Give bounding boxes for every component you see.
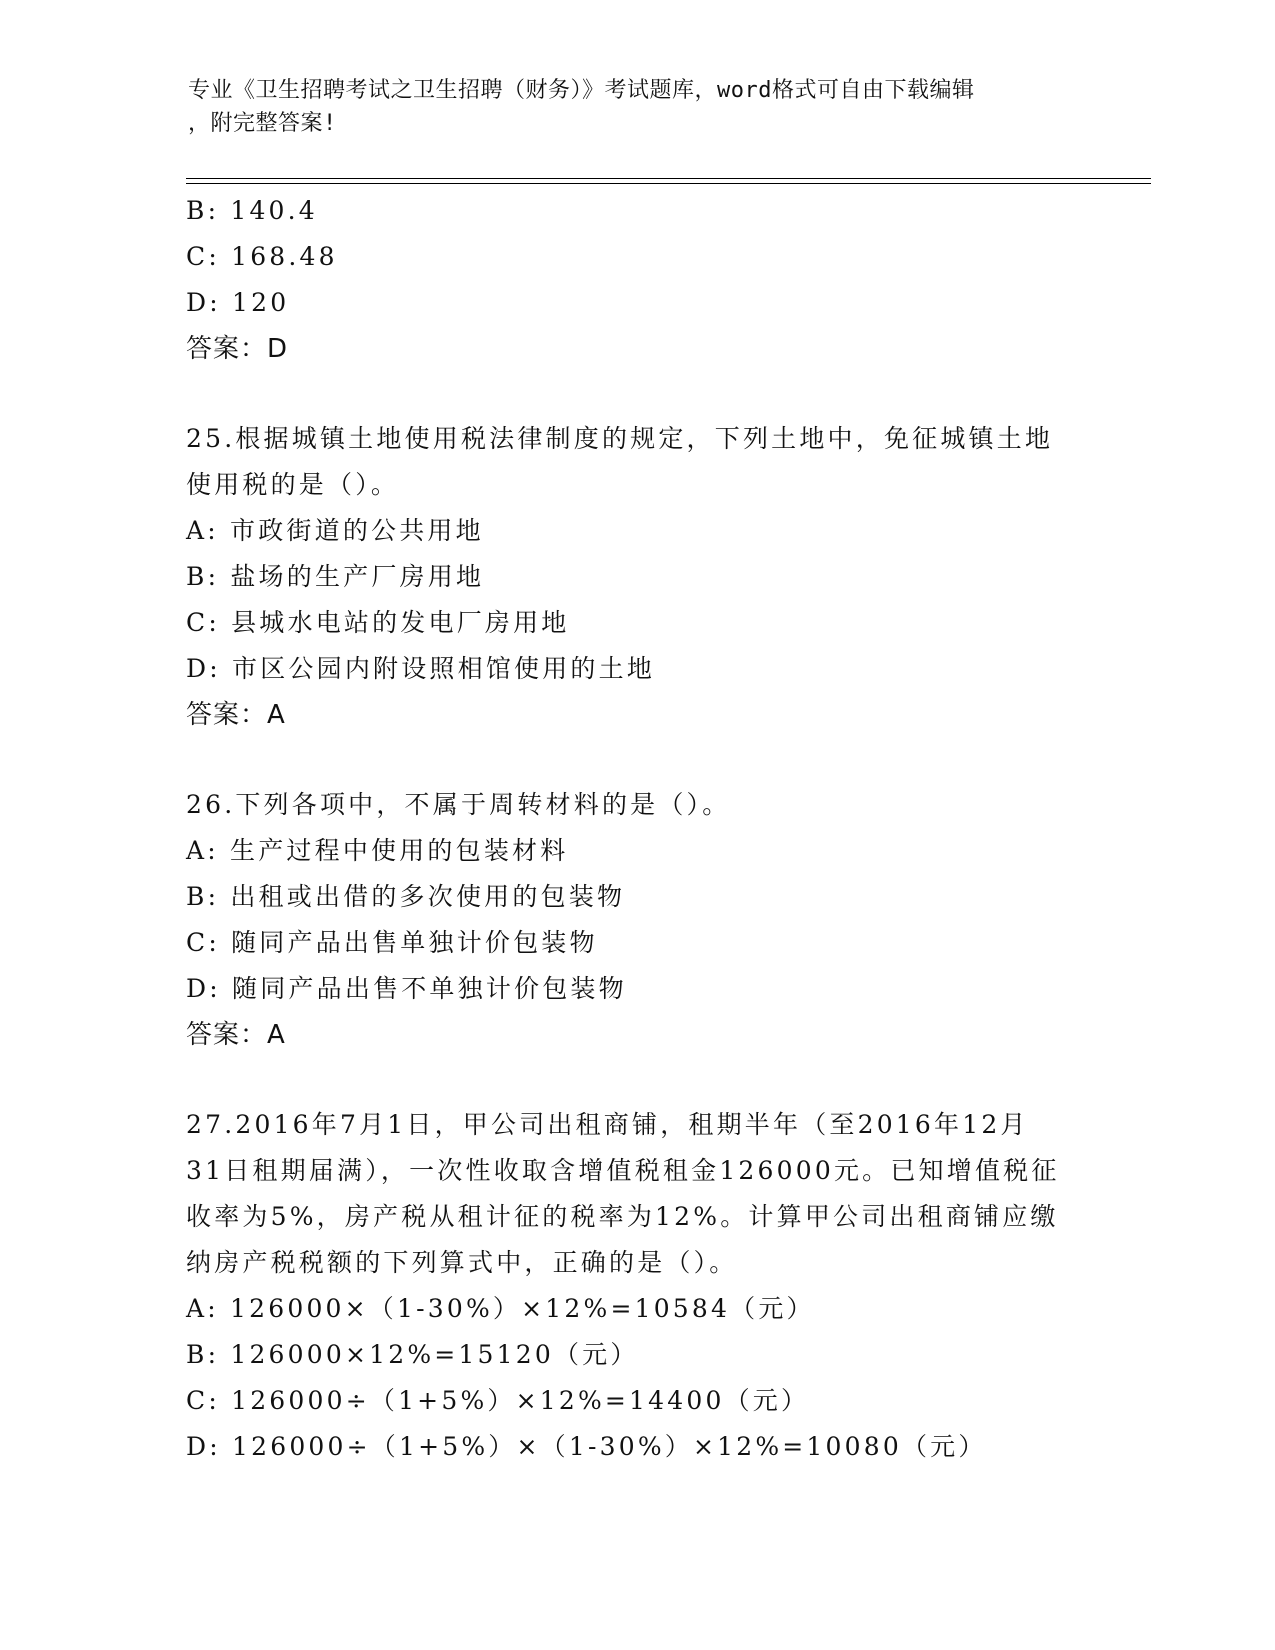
header-title-line-1: 专业《卫生招聘考试之卫生招聘（财务）》考试题库，word格式可自由下载编辑 <box>188 78 975 103</box>
question-24-tail <box>186 188 1086 372</box>
option-a: A: 126000×（1-30%）×12%=10584（元） <box>186 1294 815 1323</box>
option-c: C: 168.48 <box>186 242 338 271</box>
question-27 <box>186 1102 1086 1470</box>
question-stem: 25.根据城镇土地使用税法律制度的规定，下列土地中，免征城镇土地 <box>186 424 1054 453</box>
option-c: C: 县城水电站的发电厂房用地 <box>186 608 570 637</box>
answer-line: 答案：A <box>186 700 286 730</box>
question-stem: 26.下列各项中，不属于周转材料的是（）。 <box>186 790 731 819</box>
option-c: C: 随同产品出售单独计价包装物 <box>186 928 598 957</box>
page-header <box>188 74 1088 140</box>
option-a: A: 生产过程中使用的包装材料 <box>186 836 569 865</box>
document-body <box>186 188 1086 1470</box>
question-stem: 收率为5%，房产税从租计征的税率为12%。计算甲公司出租商铺应缴 <box>186 1202 1059 1231</box>
option-b: B: 盐场的生产厂房用地 <box>186 562 485 591</box>
question-stem: 使用税的是（）。 <box>186 470 400 499</box>
question-stem: 27.2016年7月1日，甲公司出租商铺，租期半年（至2016年12月 <box>186 1110 1029 1139</box>
answer-line: 答案：A <box>186 1020 286 1050</box>
option-b: B: 出租或出借的多次使用的包装物 <box>186 882 626 911</box>
option-d: D: 随同产品出售不单独计价包装物 <box>186 974 627 1003</box>
option-b: B: 140.4 <box>186 196 318 225</box>
question-stem: 31日租期届满），一次性收取含增值税租金126000元。已知增值税征 <box>186 1156 1060 1185</box>
option-d: D: 126000÷（1+5%）×（1-30%）×12%=10080（元） <box>186 1432 987 1461</box>
option-c: C: 126000÷（1+5%）×12%=14400（元） <box>186 1386 810 1415</box>
spacer <box>186 738 1086 782</box>
spacer <box>186 372 1086 416</box>
answer-line: 答案：D <box>186 334 289 364</box>
header-divider-bottom <box>186 183 1151 184</box>
header-divider-top <box>186 178 1151 179</box>
option-d: D: 市区公园内附设照相馆使用的土地 <box>186 654 656 683</box>
option-b: B: 126000×12%=15120（元） <box>186 1340 639 1369</box>
question-25 <box>186 416 1086 738</box>
option-d: D: 120 <box>186 288 290 317</box>
spacer <box>186 1058 1086 1102</box>
question-stem: 纳房产税税额的下列算式中，正确的是（）。 <box>186 1248 738 1277</box>
header-title-line-2: ，附完整答案! <box>188 111 337 136</box>
option-a: A: 市政街道的公共用地 <box>186 516 484 545</box>
question-26 <box>186 782 1086 1058</box>
